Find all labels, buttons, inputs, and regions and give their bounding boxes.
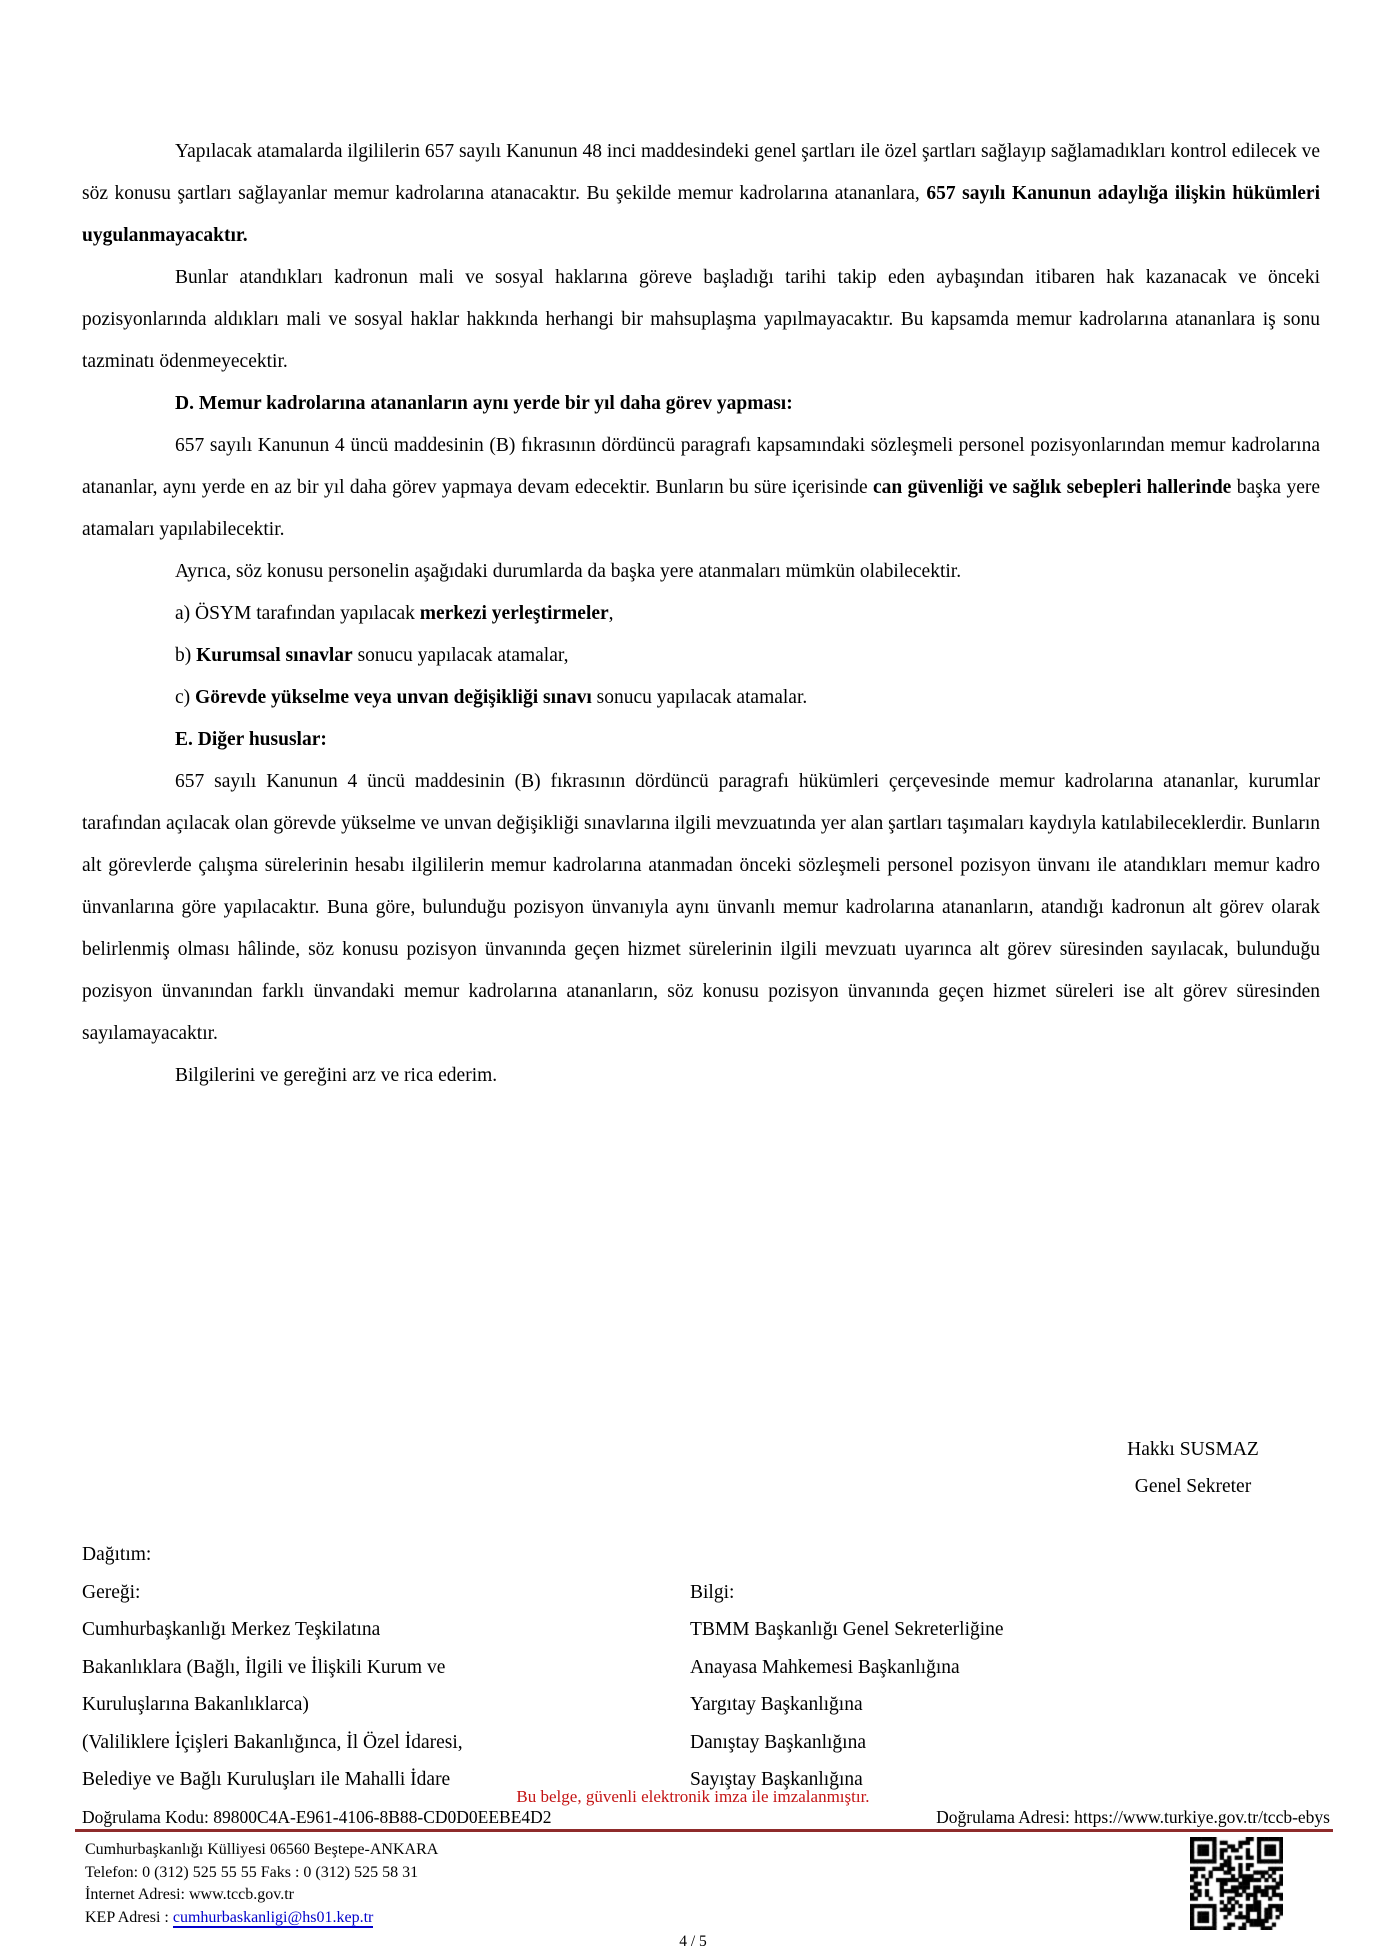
bold-text: Görevde yükselme veya unvan değişikliği sınavı bbox=[195, 687, 592, 708]
distribution-bilgi-column bbox=[690, 1574, 1330, 1799]
signature-block bbox=[1033, 1431, 1353, 1505]
distribution-line: Kuruluşlarına Bakanlıklarca) bbox=[82, 1694, 309, 1715]
heading bbox=[82, 383, 1320, 425]
distribution-line: Cumhurbaşkanlığı Merkez Teşkilatına bbox=[82, 1619, 381, 1640]
signature-name: Hakkı SUSMAZ bbox=[1127, 1439, 1259, 1460]
paragraph bbox=[82, 257, 1320, 383]
web-address: İnternet Adresi: www.tccb.gov.tr bbox=[85, 1886, 294, 1903]
kep-address-line bbox=[85, 1907, 845, 1930]
phone-fax: Telefon: 0 (312) 525 55 55 Faks : 0 (312) 525 58 31 bbox=[85, 1863, 419, 1881]
text: , bbox=[608, 603, 614, 624]
closing bbox=[82, 1055, 1320, 1097]
text: 657 sayılı Kanunun 4 üncü maddesinin (B) fıkrasının dördüncü paragrafı kapsamındaki sözleşmeli personel pozisyonlarından memur kadrolarına atananlar, aynı yerde en az bir yıl daha görev yapmaya devam edecektir. Bunların bu süre içerisinde bbox=[82, 435, 1320, 498]
bold-text: D. Memur kadrolarına atananların aynı yerde bir yıl daha görev yapması: bbox=[175, 393, 793, 414]
text: Bilgilerini ve gereğini arz ve rica ederim. bbox=[175, 1065, 498, 1086]
paragraph bbox=[82, 551, 1320, 593]
list-item bbox=[82, 677, 1320, 719]
paragraph bbox=[82, 425, 1320, 551]
bold-text: 657 sayılı Kanunun adaylığa ilişkin hükümleri uygulanmayacaktır. bbox=[82, 183, 1320, 246]
distribution-line: Belediye ve Bağlı Kuruluşları ile Mahalli İdare bbox=[82, 1769, 451, 1790]
postal-address: Cumhurbaşkanlığı Külliyesi 06560 Beştepe-ANKARA bbox=[85, 1841, 439, 1858]
paragraph bbox=[82, 131, 1320, 257]
page-number: 4 / 5 bbox=[679, 1933, 707, 1950]
text: sonucu yapılacak atamalar, bbox=[352, 645, 569, 666]
distribution-line: (Valiliklere İçişleri Bakanlığınca, İl Özel İdaresi, bbox=[82, 1731, 463, 1753]
distribution-line: Bakanlıklara (Bağlı, İlgili ve İlişkili Kurum ve bbox=[82, 1656, 446, 1678]
electronic-signature-notice: Bu belge, güvenli elektronik imza ile imzalanmıştır. bbox=[516, 1787, 870, 1806]
list-item bbox=[82, 593, 1320, 635]
contact-block bbox=[85, 1839, 845, 1929]
distribution-section bbox=[82, 1536, 1330, 1799]
text: sonucu yapılacak atamalar. bbox=[591, 687, 808, 708]
list-item bbox=[82, 635, 1320, 677]
text: Yapılacak atamalarda ilgililerin 657 sayılı Kanunun 48 inci maddesindeki genel şartları ile özel şartları sağlayıp sağlamadıkları kontrol edilecek ve söz konusu şartları sağlayanlar memur kadrolarına atanacaktır. Bu şekilde memur kadrolarına atananlara, bbox=[82, 141, 1320, 204]
verification-row bbox=[82, 1807, 1330, 1828]
distribution-line: Sayıştay Başkanlığına bbox=[690, 1769, 863, 1790]
footer-divider-rule bbox=[75, 1829, 1333, 1832]
distribution-bilgi-label: Bilgi: bbox=[690, 1581, 735, 1603]
bold-text: Kurumsal sınavlar bbox=[196, 645, 353, 666]
text: Bunlar atandıkları kadronun mali ve sosyal haklarına göreve başladığı tarihi takip eden aybaşından itibaren hak kazanacak ve önceki pozisyonlarında aldıkları mali ve sosyal haklar hakkında herhangi bir mahsuplaşma yapılmayacaktır. Bu kapsamda memur kadrolarına atananlara iş sonu tazminatı ödenmeyecektir. bbox=[82, 267, 1320, 372]
verification-code: Doğrulama Kodu: 89800C4A-E961-4106-8B88-CD0D0EEBE4D2 bbox=[82, 1807, 552, 1827]
verification-address: Doğrulama Adresi: https://www.turkiye.gov.tr/tccb-ebys bbox=[936, 1807, 1330, 1827]
distribution-geregi-lines bbox=[82, 1611, 690, 1799]
distribution-geregi-label: Gereği: bbox=[82, 1581, 141, 1603]
distribution-bilgi-lines bbox=[690, 1611, 1330, 1799]
qr-code bbox=[1190, 1837, 1283, 1930]
kep-address-link[interactable]: cumhurbaskanligi@hs01.kep.tr bbox=[172, 1908, 374, 1926]
document-body bbox=[82, 131, 1320, 1097]
signature-title: Genel Sekreter bbox=[1134, 1476, 1252, 1497]
distribution-line: Yargıtay Başkanlığına bbox=[690, 1694, 863, 1715]
text: b) bbox=[175, 645, 197, 666]
text: başka yere atamaları yapılabilecektir. bbox=[82, 477, 1321, 540]
bold-text: can güvenliği ve sağlık sebepleri hallerinde bbox=[873, 477, 1232, 498]
paragraph bbox=[82, 761, 1320, 1055]
text: Ayrıca, söz konusu personelin aşağıdaki durumlarda da başka yere atanmaları mümkün olabilecektir. bbox=[175, 561, 962, 582]
heading bbox=[82, 719, 1320, 761]
text: 657 sayılı Kanunun 4 üncü maddesinin (B) fıkrasının dördüncü paragrafı hükümleri çerçevesinde memur kadrolarına atananlar, kurumlar tarafından açılacak olan görevde yükselme ve unvan değişikliği sınavlarına ilgili mevzuatında yer alan şartları taşımaları kaydıyla katılabileceklerdir. Bunların alt görevlerde çalışma sürelerinin hesabı ilgililerin memur kadrolarına atanmadan önceki sözleşmeli personel pozisyon ünvanı ile atandıkları memur kadro ünvanlarına göre yapılacaktır. Buna göre, bulunduğu pozisyon ünvanıyla aynı ünvanlı memur kadrolarına atananların, atandığı kadronun alt görev olarak belirlenmiş olması hâlinde, söz konusu pozisyon ünvanında geçen hizmet sürelerinin ilgili mevzuatı uyarınca alt görev süresinden sayılacak, bulunduğu pozisyon ünvanından farklı ünvandaki memur kadrolarına atananların, söz konusu pozisyon ünvanında geçen hizmet süreleri ise alt görev süresinden sayılamayacaktır. bbox=[82, 771, 1320, 1044]
bold-text: E. Diğer hususlar: bbox=[175, 729, 327, 750]
distribution-title: Dağıtım: bbox=[82, 1544, 152, 1565]
text: a) ÖSYM tarafından yapılacak bbox=[175, 603, 420, 624]
distribution-geregi-column bbox=[82, 1574, 690, 1799]
text: c) bbox=[175, 687, 196, 708]
distribution-line: TBMM Başkanlığı Genel Sekreterliğine bbox=[690, 1619, 1004, 1640]
distribution-line: Anayasa Mahkemesi Başkanlığına bbox=[690, 1656, 960, 1678]
distribution-line: Danıştay Başkanlığına bbox=[690, 1731, 867, 1753]
kep-address-label: KEP Adresi : bbox=[85, 1908, 173, 1926]
bold-text: merkezi yerleştirmeler bbox=[419, 603, 609, 624]
